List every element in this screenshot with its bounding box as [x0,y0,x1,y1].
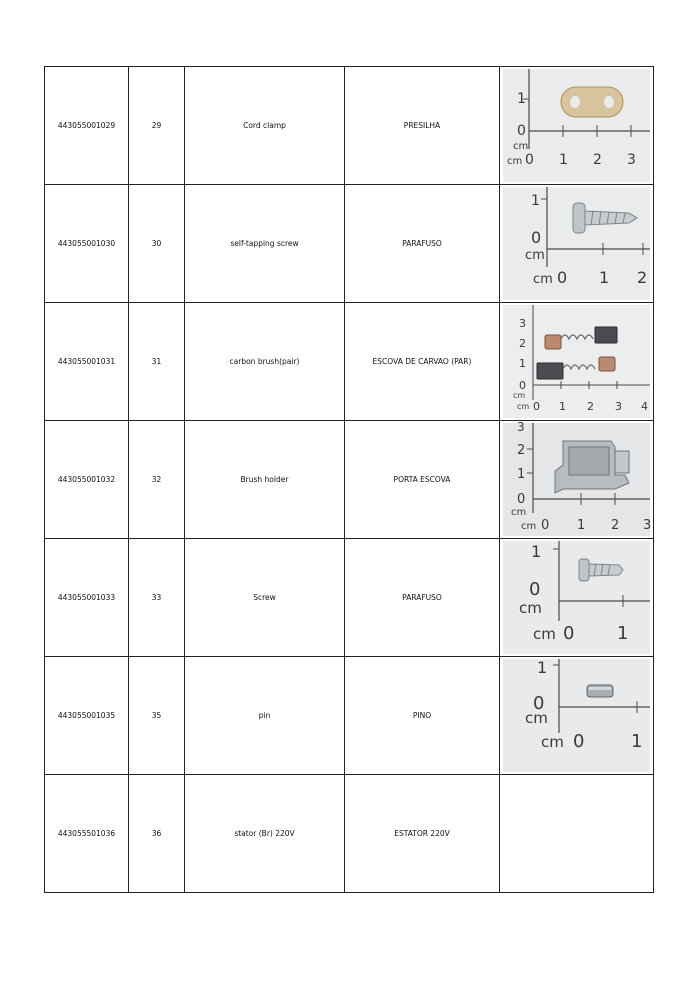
ruler-x-label: 4 [641,400,648,413]
photo-cell [500,657,654,775]
ruler-x-label: 2 [587,400,594,413]
position-number: 31 [129,303,185,421]
ruler-y-label: 2 [519,337,526,350]
description-en: Cord clamp [185,67,345,185]
part-photo-small-screw [503,541,650,654]
ruler-x-label: 1 [599,268,610,287]
ruler-y-label: 1 [519,357,526,370]
ruler-y-label: 1 [517,467,526,482]
part-code: 443055001035 [45,657,129,775]
ruler-x-label: 0 [573,731,585,752]
photo-cell [500,185,654,303]
ruler-unit-label: cm [533,272,553,287]
description-pt: PARAFUSO [345,185,500,303]
description-pt: ESTATOR 220V [345,775,500,893]
ruler-y-label: 0 [533,693,545,714]
ruler-x-label: 2 [637,268,648,287]
ruler-y-label: 1 [517,91,526,107]
ruler-y-label: 0 [517,123,526,139]
description-en: self-tapping screw [185,185,345,303]
ruler-unit-label: cm [507,156,523,167]
part-photo-carbon-brush [503,305,650,418]
ruler-x-label: 2 [593,152,602,168]
pin-part [587,685,613,697]
position-number: 30 [129,185,185,303]
position-number: 33 [129,539,185,657]
ruler-x-label: 1 [559,400,566,413]
table-row [45,67,654,185]
position-number: 32 [129,421,185,539]
ruler-y-label: 0 [517,492,526,507]
description-pt: PRESILHA [345,67,500,185]
ruler-unit-label: cm [525,248,545,263]
part-code: 443055001032 [45,421,129,539]
description-pt: ESCOVA DE CARVAO (PAR) [345,303,500,421]
ruler-unit-label: cm [511,507,527,518]
part-code: 443055001030 [45,185,129,303]
part-photo-pin [503,659,650,772]
ruler-x-label: 0 [557,268,568,287]
ruler-y-label: 0 [531,228,542,247]
description-pt: PORTA ESCOVA [345,421,500,539]
table-row [45,775,654,893]
ruler-x-label: 1 [617,623,629,644]
ruler-unit-label: cm [517,402,530,411]
part-code: 443055001031 [45,303,129,421]
table-row [45,303,654,421]
position-number: 29 [129,67,185,185]
table-row [45,657,654,775]
description-en: carbon brush(pair) [185,303,345,421]
ruler-x-label: 3 [615,400,622,413]
table-row [45,185,654,303]
ruler-y-label: 3 [517,420,525,434]
ruler-y-label: 0 [519,379,526,392]
ruler-x-label: 1 [631,731,643,752]
table-row [45,421,654,539]
description-pt: PINO [345,657,500,775]
ruler-y-label: 2 [517,443,526,458]
photo-cell [500,539,654,657]
ruler-y-label: 1 [537,658,548,677]
ruler-y-label: 1 [531,542,542,561]
ruler-y-label: 1 [531,193,540,209]
photo-cell [500,421,654,539]
ruler-unit-label: cm [533,625,556,643]
ruler-unit-label: cm [525,709,548,727]
description-en: stator (Br) 220V [185,775,345,893]
part-photo-brush-holder [503,420,652,536]
ruler-unit-label: cm [513,141,529,152]
ruler-unit-label: cm [513,391,526,400]
ruler-x-label: 0 [563,623,575,644]
ruler-y-label: 3 [519,317,526,330]
ruler-x-label: 0 [541,518,550,533]
ruler-x-label: 2 [611,518,620,533]
part-photo-cord-clamp [503,69,650,182]
photo-cell [500,67,654,185]
parts-table [44,66,654,893]
description-en: pin [185,657,345,775]
ruler-unit-label: cm [541,733,564,751]
cord-clamp-part [561,87,623,117]
ruler-unit-label: cm [519,599,542,617]
part-code: 443055501036 [45,775,129,893]
part-photo-screw [503,187,650,300]
ruler-x-label: 0 [525,152,534,168]
position-number: 35 [129,657,185,775]
ruler-x-label: 1 [559,152,568,168]
description-pt: PARAFUSO [345,539,500,657]
part-code: 443055001033 [45,539,129,657]
ruler-unit-label: cm [521,521,537,532]
photo-cell-empty [500,775,654,893]
photo-cell [500,303,654,421]
ruler-x-label: 0 [533,400,540,413]
table-row [45,539,654,657]
description-en: Screw [185,539,345,657]
ruler-x-label: 3 [643,518,652,533]
description-en: Brush holder [185,421,345,539]
ruler-x-label: 1 [577,518,586,533]
position-number: 36 [129,775,185,893]
ruler-x-label: 3 [627,152,636,168]
ruler-y-label: 0 [529,579,541,600]
part-code: 443055001029 [45,67,129,185]
